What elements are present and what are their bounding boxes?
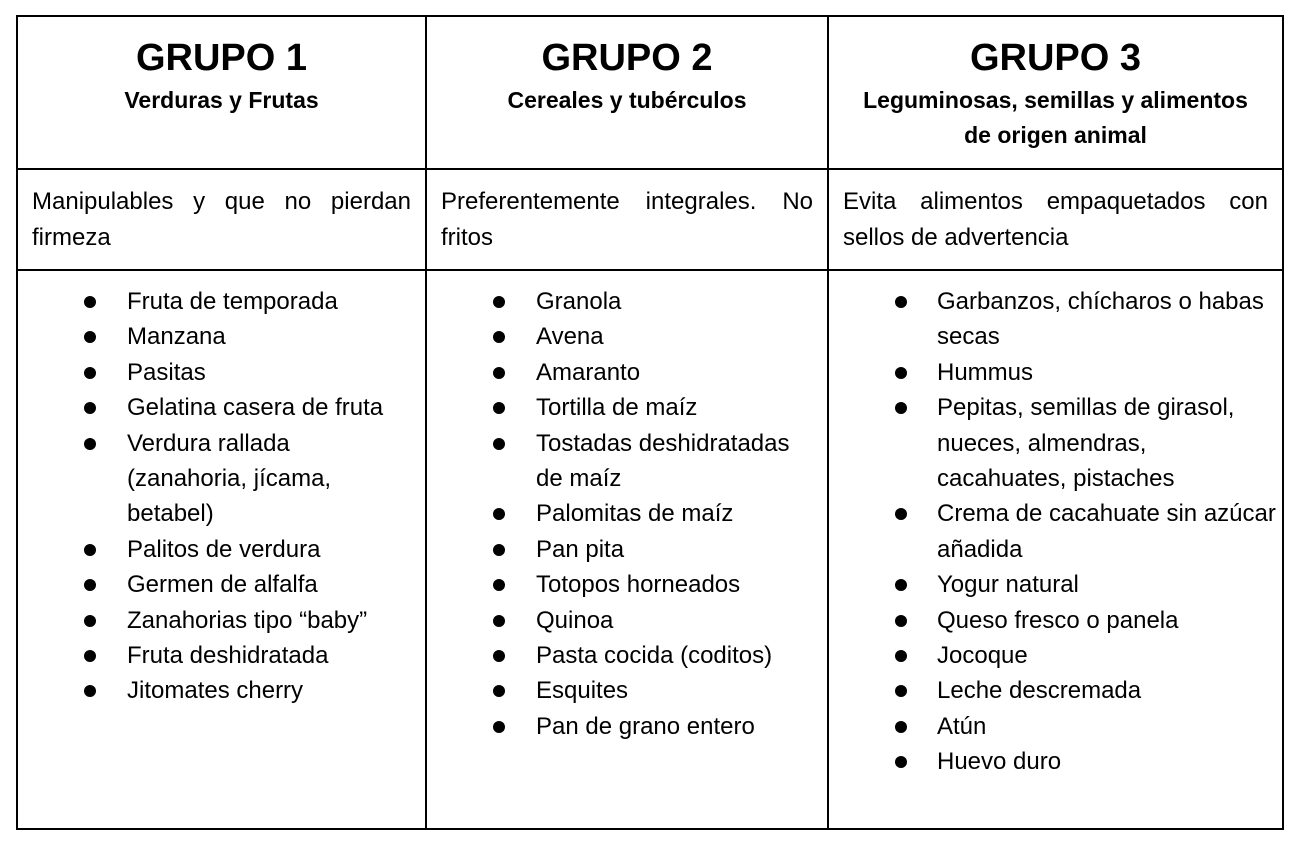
list-item: Tortilla de maíz	[427, 390, 827, 425]
group-3-header	[828, 16, 1283, 169]
group-2-subtitle: Cereales y tubérculos	[507, 87, 747, 113]
list-item: Gelatina casera de fruta	[18, 390, 425, 425]
group-2-note: Preferentemente integrales. No fritos	[426, 169, 828, 270]
group-1-note: Manipulables y que no pierdan firmeza	[17, 169, 426, 270]
list-item: Totopos horneados	[427, 567, 827, 602]
group-2-items	[427, 284, 827, 744]
list-item: Pan pita	[427, 532, 827, 567]
list-item: Esquites	[427, 673, 827, 708]
group-2-header	[426, 16, 828, 169]
list-item: Pasta cocida (coditos)	[427, 638, 827, 673]
food-groups-table	[16, 15, 1284, 830]
list-item: Pan de grano entero	[427, 709, 827, 744]
list-item: Fruta de temporada	[18, 284, 425, 319]
list-item: Verdura rallada (zanahoria, jícama, betabel)	[18, 426, 425, 532]
group-3-items	[829, 284, 1282, 780]
list-item: Palomitas de maíz	[427, 496, 827, 531]
list-item: Pepitas, semillas de girasol, nueces, almendras, cacahuates, pistaches	[829, 390, 1282, 496]
group-1-subtitle: Verduras y Frutas	[124, 87, 319, 113]
list-item: Crema de cacahuate sin azúcar añadida	[829, 496, 1282, 567]
group-1-header	[17, 16, 426, 169]
group-3-list-cell	[828, 270, 1283, 829]
list-item: Pasitas	[18, 355, 425, 390]
list-item: Hummus	[829, 355, 1282, 390]
list-item: Queso fresco o panela	[829, 603, 1282, 638]
list-item: Leche descremada	[829, 673, 1282, 708]
list-item: Jitomates cherry	[18, 673, 425, 708]
list-item: Avena	[427, 319, 827, 354]
group-1-items	[18, 284, 425, 709]
group-1-list-cell	[17, 270, 426, 829]
group-3-title: GRUPO 3	[969, 37, 1142, 79]
list-item: Manzana	[18, 319, 425, 354]
list-item: Zanahorias tipo “baby”	[18, 603, 425, 638]
list-item: Tostadas deshidratadas de maíz	[427, 426, 827, 497]
group-3-note: Evita alimentos empaquetados con sellos de advertencia	[828, 169, 1283, 270]
group-2-title: GRUPO 2	[541, 37, 713, 79]
list-row	[17, 270, 1283, 829]
list-item: Garbanzos, chícharos o habas secas	[829, 284, 1282, 355]
list-item: Huevo duro	[829, 744, 1282, 779]
list-item: Germen de alfalfa	[18, 567, 425, 602]
group-3-subtitle: Leguminosas, semillas y alimentos de origen animal	[863, 87, 1248, 148]
list-item: Atún	[829, 709, 1282, 744]
list-item: Yogur natural	[829, 567, 1282, 602]
group-1-title: GRUPO 1	[135, 37, 308, 79]
list-item: Fruta deshidratada	[18, 638, 425, 673]
list-item: Jocoque	[829, 638, 1282, 673]
group-2-list-cell	[426, 270, 828, 829]
list-item: Granola	[427, 284, 827, 319]
list-item: Palitos de verdura	[18, 532, 425, 567]
header-row	[17, 16, 1283, 169]
note-row	[17, 169, 1283, 270]
list-item: Quinoa	[427, 603, 827, 638]
list-item: Amaranto	[427, 355, 827, 390]
